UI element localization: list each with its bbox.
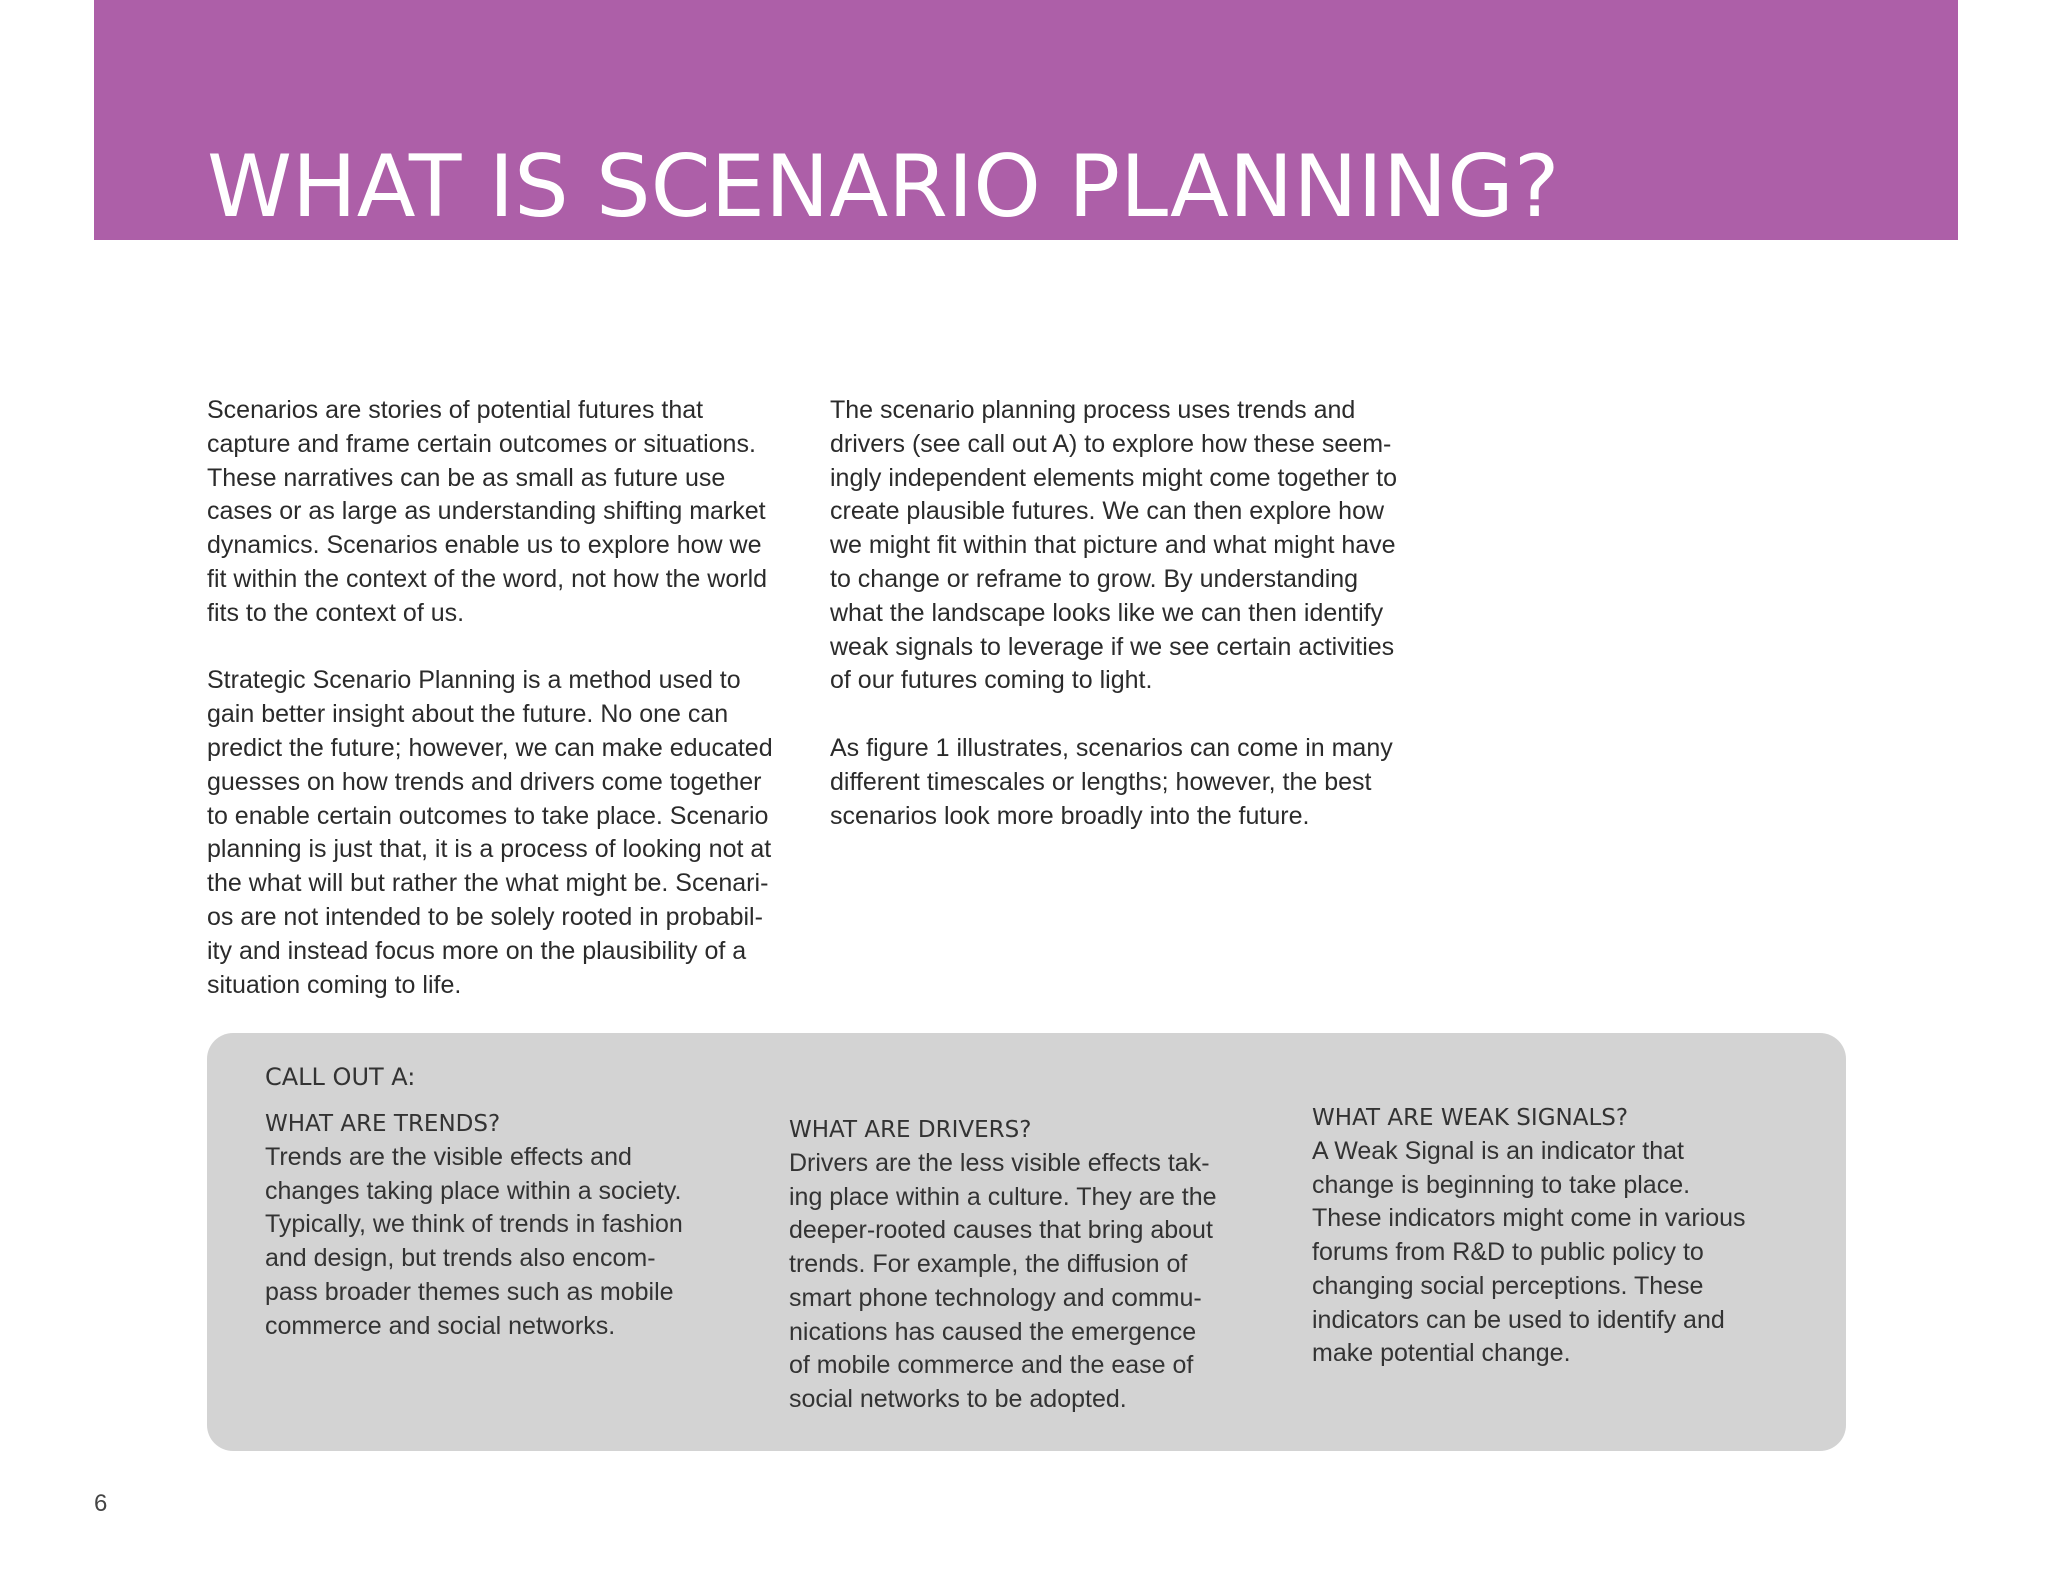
callout-heading-weak-signals: WHAT ARE WEAK SIGNALS? xyxy=(1312,1105,1629,1131)
callout-section-drivers xyxy=(789,1113,1269,1417)
callout-section-weak-signals xyxy=(1312,1101,1792,1371)
header-band xyxy=(94,0,1958,240)
page-title: WHAT IS SCENARIO PLANNING? xyxy=(207,137,1560,237)
paragraph-planning-process: The scenario planning process uses trends and drivers (see call out A) to explore how these seem- ingly independent elements might come together to create plausible futures. We can then explore how we might fit within that picture and what might have to change or reframe to grow. By understanding what the landscape looks like we can then identify weak signals to leverage if we see certain activities of our futures coming to light. xyxy=(830,396,1398,695)
callout-text-drivers: Drivers are the less visible effects tak- ing place within a culture. They are the deeper-rooted causes that bring about trends. For example, the diffusion of smart phone technology and commu- nications has caused the emergence of mobile commerce and the ease of social networks to be adopted. xyxy=(789,1149,1217,1413)
callout-heading-trends: WHAT ARE TRENDS? xyxy=(265,1111,501,1137)
callout-box xyxy=(207,1033,1846,1451)
right-column xyxy=(830,394,1450,867)
left-column xyxy=(207,394,827,1036)
callout-title: CALL OUT A: xyxy=(265,1063,416,1091)
paragraph-figure-reference: As figure 1 illustrates, scenarios can come in many different timescales or lengths; however, the best scenarios look more broadly into the future. xyxy=(830,733,1393,830)
callout-section-trends xyxy=(265,1107,745,1343)
intro-paragraph-strategic-planning: Strategic Scenario Planning is a method used to gain better insight about the future. No one can predict the future; however, we can make educated guesses on how trends and drivers come together to enable certain outcomes to take place. Scenario planning is just that, it is a process of looking not at the what will but rather the what might be. Scenari- os are not intended to be solely rooted in probabil- ity and instead focus more on the plausibility of a situation coming to life. xyxy=(207,666,773,999)
intro-paragraph-scenarios: Scenarios are stories of potential futures that capture and frame certain outcomes or situations. These narratives can be as small as future use cases or as large as understanding shifting market dynamics. Scenarios enable us to explore how we fit within the context of the word, not how the world fits to the context of us. xyxy=(207,396,768,627)
page-number: 6 xyxy=(94,1490,108,1517)
callout-heading-drivers: WHAT ARE DRIVERS? xyxy=(789,1117,1032,1143)
callout-text-trends: Trends are the visible effects and changes taking place within a society. Typically, we think of trends in fashion and design, but trends also encom- pass broader themes such as mobile commerce and social networks. xyxy=(265,1143,683,1340)
callout-text-weak-signals: A Weak Signal is an indicator that change is beginning to take place. These indicators might come in various forums from R&D to public policy to changing social perceptions. These indicators can be used to identify and make potential change. xyxy=(1312,1137,1746,1368)
